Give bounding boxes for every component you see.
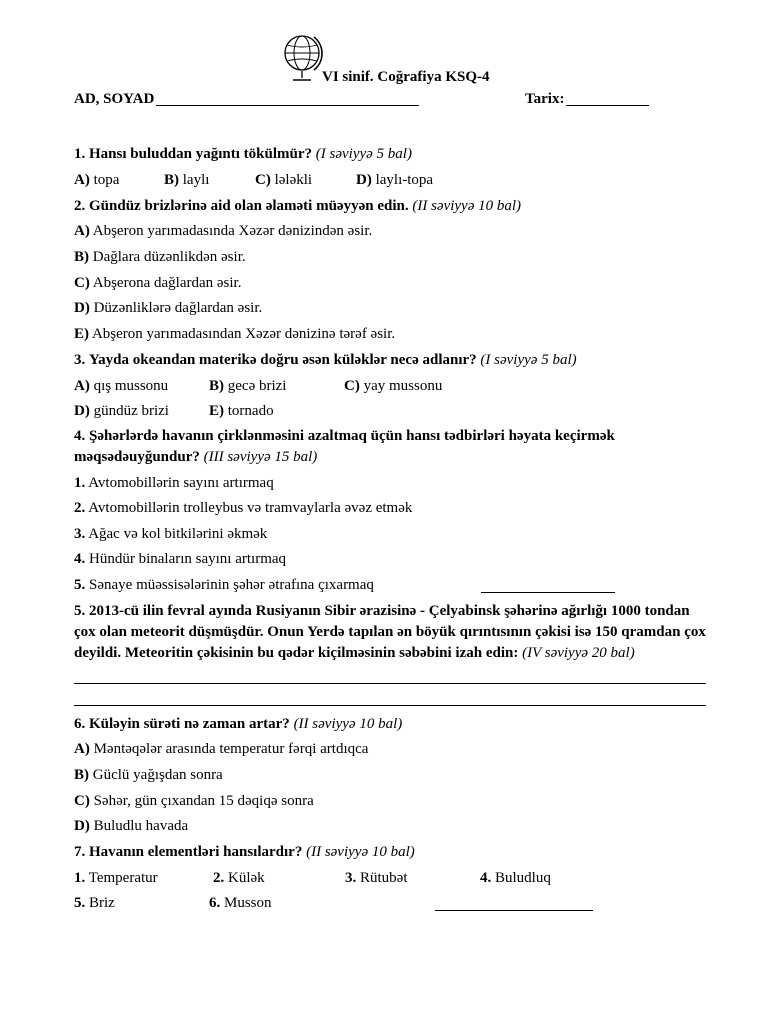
q2-option-d: D) Düzənliklərə dağlardan əsir. <box>74 300 263 316</box>
q4-item-4: 4. Hündür binaların sayını artırmaq <box>74 551 287 567</box>
q7-answer-field[interactable] <box>435 910 593 911</box>
question-5: 5. 2013-cü ilin fevral ayında Rusiyanın Sibir ərazisinə - Çelyabinsk şəhərinə ağırlığı 1000 tondan <box>74 603 690 619</box>
q3-option-b: B) gecə brizi <box>209 378 287 394</box>
question-7: 7. Havanın elementləri hansılardır? (II səviyyə 10 bal) <box>74 844 415 860</box>
question-4: 4. Şəhərlərdə havanın çirklənməsini azaltmaq üçün hansı tədbirləri həyata keçirmək <box>74 428 615 444</box>
question-5-line2: çox olan meteorit düşmüşdür. Onun Yerdə tapılan ən böyük qırıntısının çəkisi isə 150 qramdan çox <box>74 624 706 640</box>
q1-option-d: D) laylı-topa <box>356 172 434 188</box>
question-5-line3: deyildi. Meteoritin çəkisinin bu qədər kiçilməsinin səbəbini izah edin: (IV səviyyə 20 bal) <box>74 645 635 661</box>
name-field[interactable] <box>156 105 419 106</box>
q1-option-c: C) lələkli <box>255 172 313 188</box>
q5-answer-line-2[interactable] <box>74 705 706 706</box>
date-field[interactable] <box>566 105 649 106</box>
q3-option-a: A) qış mussonu <box>74 378 169 394</box>
q3-option-d: D) gündüz brizi <box>74 403 169 419</box>
q7-item-5: 5. Briz <box>74 895 115 911</box>
q2-option-c: C) Abşerona dağlardan əsir. <box>74 275 242 291</box>
q7-item-3: 3. Rütubət <box>345 870 408 886</box>
question-6: 6. Küləyin sürəti nə zaman artar? (II səviyyə 10 bal) <box>74 716 403 732</box>
q2-option-a: A) Abşeron yarımadasında Xəzər dənizindən əsir. <box>74 223 373 239</box>
question-3: 3. Yayda okeandan materikə doğru əsən küləklər necə adlanır? (I səviyyə 5 bal) <box>74 352 577 368</box>
q6-option-a: A) Məntəqələr arasında temperatur fərqi artdıqca <box>74 741 369 757</box>
q7-item-1: 1. Temperatur <box>74 870 158 886</box>
q3-option-e: E) tornado <box>209 403 274 419</box>
q4-item-3: 3. Ağac və kol bitkilərini əkmək <box>74 526 268 542</box>
name-label: AD, SOYAD <box>74 91 155 107</box>
q2-option-e: E) Abşeron yarımadasından Xəzər dənizinə tərəf əsir. <box>74 326 396 342</box>
page-title: VI sinif. Coğrafiya KSQ-4 <box>322 69 490 85</box>
question-1: 1. Hansı buluddan yağıntı tökülmür? (I səviyyə 5 bal) <box>74 146 412 162</box>
q1-option-a: A) topa <box>74 172 120 188</box>
q7-item-2: 2. Külək <box>213 870 265 886</box>
q3-option-c: C) yay mussonu <box>344 378 443 394</box>
globe-icon <box>282 33 324 85</box>
q4-item-2: 2. Avtomobillərin trolleybus və tramvaylarla əvəz etmək <box>74 500 413 516</box>
q7-item-6: 6. Musson <box>209 895 272 911</box>
q5-answer-line-1[interactable] <box>74 683 706 684</box>
date-label: Tarix: <box>525 91 565 107</box>
q1-option-b: B) laylı <box>164 172 210 188</box>
q4-item-5: 5. Sənaye müəssisələrinin şəhər ətrafına çıxarmaq <box>74 577 374 593</box>
question-2: 2. Gündüz brizlərinə aid olan əlaməti müəyyən edin. (II səviyyə 10 bal) <box>74 198 522 214</box>
q4-item-1: 1. Avtomobillərin sayını artırmaq <box>74 475 274 491</box>
q2-option-b: B) Dağlara düzənlikdən əsir. <box>74 249 246 265</box>
q6-option-c: C) Səhər, gün çıxandan 15 dəqiqə sonra <box>74 793 314 809</box>
q6-option-d: D) Buludlu havada <box>74 818 189 834</box>
question-4-line2: məqsədəuyğundur? (III səviyyə 15 bal) <box>74 449 318 465</box>
q4-answer-field[interactable] <box>481 592 615 593</box>
q7-item-4: 4. Buludluq <box>480 870 551 886</box>
q6-option-b: B) Güclü yağışdan sonra <box>74 767 223 783</box>
